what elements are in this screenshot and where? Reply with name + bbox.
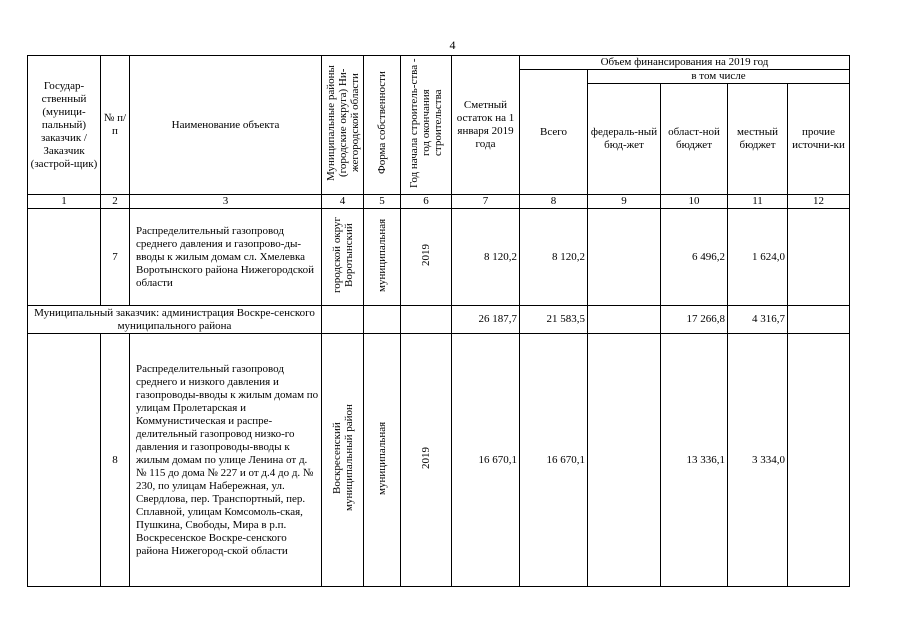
ownership-cell xyxy=(364,209,401,306)
col-number: 3 xyxy=(130,195,322,209)
col-number: 10 xyxy=(661,195,728,209)
financing-table xyxy=(27,55,850,587)
object-name: Распределительный газопровод среднего давления и газопрово-ды-вводы к жилым домам сл. Хмелевка Воротынского района Нижегородской области xyxy=(130,209,322,306)
subtotal-empty xyxy=(322,306,364,334)
subtotal-estimate: 26 187,7 xyxy=(452,306,520,334)
district-cell xyxy=(322,209,364,306)
subtotal-empty xyxy=(364,306,401,334)
header-regional: област-ной бюджет xyxy=(661,84,728,195)
estimate-value: 16 670,1 xyxy=(452,334,520,587)
subtotal-label: Муниципальный заказчик: администрация Воскре-сенского муниципального района xyxy=(28,306,322,334)
column-number-row xyxy=(28,195,850,209)
subtotal-regional: 17 266,8 xyxy=(661,306,728,334)
col-number: 6 xyxy=(401,195,452,209)
local-value: 1 624,0 xyxy=(728,209,788,306)
col-number: 2 xyxy=(101,195,130,209)
header-customer: Государ-ственный (муници-пальный) заказчик / Заказчик (застрой-щик) xyxy=(28,56,101,195)
other-value xyxy=(788,209,850,306)
years-cell xyxy=(401,209,452,306)
header-other: прочие источни-ки xyxy=(788,84,850,195)
subtotal-federal xyxy=(588,306,661,334)
col-number: 11 xyxy=(728,195,788,209)
total-value: 16 670,1 xyxy=(520,334,588,587)
header-estimate: Сметный остаток на 1 января 2019 года xyxy=(452,56,520,195)
row-num: 8 xyxy=(101,334,130,587)
ownership-cell xyxy=(364,334,401,587)
other-value xyxy=(788,334,850,587)
years: 2019 xyxy=(420,447,432,469)
regional-value: 6 496,2 xyxy=(661,209,728,306)
col-number: 9 xyxy=(588,195,661,209)
subtotal-local: 4 316,7 xyxy=(728,306,788,334)
col-number: 1 xyxy=(28,195,101,209)
district-cell xyxy=(322,334,364,587)
ownership: муниципальная xyxy=(376,218,388,292)
customer-cell xyxy=(28,334,101,587)
subtotal-row xyxy=(28,306,850,334)
header-name: Наименование объекта xyxy=(130,56,322,195)
row-num: 7 xyxy=(101,209,130,306)
col-number: 4 xyxy=(322,195,364,209)
subtotal-total: 21 583,5 xyxy=(520,306,588,334)
header-ownership-cell xyxy=(364,56,401,195)
table-row xyxy=(28,209,850,306)
total-value: 8 120,2 xyxy=(520,209,588,306)
header-years: Год начала строитель-ства - год окончания строительства xyxy=(408,58,444,188)
header-local: местный бюджет xyxy=(728,84,788,195)
object-name: Распределительный газопровод среднего и низкого давления и газопроводы-вводы к жилым домам по улицам Пролетарская и Коммунистическая и распре-делительный газопровод низко-го давления и газопроводы-вводы к жилым домам по улице Ленина от д. № 115 до дома № 227 и от д.4 до д. № 230, по улицам Набережная, ул. Свердлова, пер. Транспортный, пер. Сплавной, улицам Комсомоль-ская, Пушкина, Свободы, Мира в р.п. Воскресенское Воскре-сенского района Нижегород-ской области xyxy=(130,334,322,587)
table-row xyxy=(28,334,850,587)
col-number: 5 xyxy=(364,195,401,209)
header-ownership: Форма собственности xyxy=(376,71,388,175)
header-federal: федераль-ный бюд-жет xyxy=(588,84,661,195)
years-cell xyxy=(401,334,452,587)
district: городской округ Воротынский xyxy=(330,216,355,294)
header-total: Всего xyxy=(520,70,588,195)
col-number: 7 xyxy=(452,195,520,209)
col-number: 12 xyxy=(788,195,850,209)
customer-cell xyxy=(28,209,101,306)
district: Воскресенский муниципальный район xyxy=(330,404,355,512)
header-financing: Объем финансирования на 2019 год xyxy=(520,56,850,70)
regional-value: 13 336,1 xyxy=(661,334,728,587)
ownership: муниципальная xyxy=(376,421,388,495)
header-years-cell xyxy=(401,56,452,195)
years: 2019 xyxy=(420,244,432,266)
header-including: в том числе xyxy=(588,70,850,84)
subtotal-other xyxy=(788,306,850,334)
federal-value xyxy=(588,209,661,306)
header-districts-cell xyxy=(322,56,364,195)
header-districts: Муниципальные районы (городские округа) Ни-жегородской области xyxy=(324,65,361,181)
col-number: 8 xyxy=(520,195,588,209)
header-num: № п/п xyxy=(101,56,130,195)
estimate-value: 8 120,2 xyxy=(452,209,520,306)
local-value: 3 334,0 xyxy=(728,334,788,587)
subtotal-empty xyxy=(401,306,452,334)
page-number: 4 xyxy=(449,38,456,52)
federal-value xyxy=(588,334,661,587)
